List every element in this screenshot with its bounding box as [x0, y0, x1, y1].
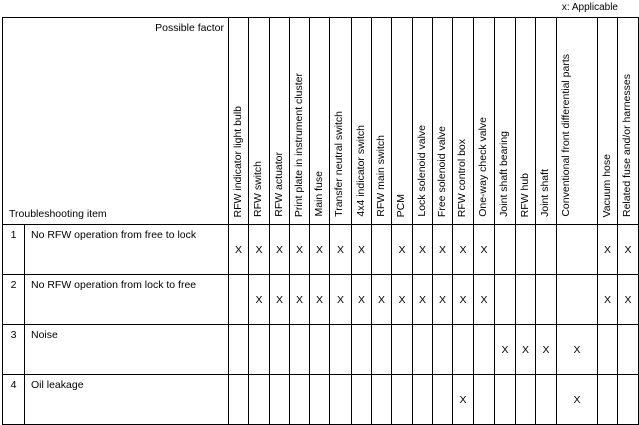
applicable-mark: X — [310, 225, 330, 275]
applicable-mark: X — [453, 225, 474, 275]
table-row — [3, 225, 639, 275]
factor-label: Main fuse — [313, 171, 325, 217]
applicable-mark — [536, 275, 557, 325]
applicable-mark — [290, 325, 310, 375]
applicable-mark: X — [310, 275, 330, 325]
applicable-mark — [557, 275, 598, 325]
applicable-mark: X — [433, 225, 453, 275]
factor-header — [598, 18, 618, 225]
applicable-mark — [392, 375, 413, 425]
factor-label: Vacuum hose — [601, 153, 613, 217]
applicable-mark — [310, 375, 330, 425]
factor-header — [392, 18, 413, 225]
applicable-mark — [598, 325, 618, 375]
applicable-mark: X — [618, 275, 639, 325]
applicable-mark — [618, 325, 639, 375]
factor-header — [330, 18, 352, 225]
row-number: 3 — [3, 325, 25, 375]
applicable-mark — [536, 375, 557, 425]
factor-header — [290, 18, 310, 225]
applicable-mark — [270, 325, 290, 375]
applicable-mark: X — [270, 225, 290, 275]
applicable-mark: X — [413, 275, 433, 325]
applicable-mark — [413, 325, 433, 375]
factor-label: Lock solenoid valve — [416, 125, 428, 217]
applicable-legend: x: Applicable — [561, 2, 618, 13]
table-row — [3, 325, 639, 375]
factor-label: 4x4 indicator switch — [355, 125, 367, 217]
row-number: 2 — [3, 275, 25, 325]
applicable-mark: X — [453, 275, 474, 325]
applicable-mark: X — [352, 225, 372, 275]
factor-label: Conventional front differential parts — [560, 54, 572, 217]
applicable-mark: X — [516, 325, 536, 375]
applicable-mark: X — [433, 275, 453, 325]
possible-factor-label: Possible factor — [155, 22, 224, 34]
applicable-mark — [330, 325, 352, 375]
applicable-mark — [495, 375, 516, 425]
factor-header — [536, 18, 557, 225]
applicable-mark: X — [352, 275, 372, 325]
troubleshooting-item-label: Troubleshooting item — [9, 208, 107, 220]
applicable-mark: X — [598, 275, 618, 325]
applicable-mark — [516, 225, 536, 275]
applicable-mark: X — [413, 225, 433, 275]
corner-cell — [3, 18, 229, 225]
applicable-mark — [249, 375, 270, 425]
factor-header — [453, 18, 474, 225]
factor-header — [270, 18, 290, 225]
applicable-mark: X — [392, 275, 413, 325]
applicable-mark: X — [536, 325, 557, 375]
applicable-mark — [536, 225, 557, 275]
applicable-mark — [433, 325, 453, 375]
troubleshooting-item: Noise — [25, 325, 229, 375]
applicable-mark: X — [249, 225, 270, 275]
factor-label: RFW main switch — [375, 135, 387, 217]
factor-header — [557, 18, 598, 225]
applicable-mark — [372, 375, 392, 425]
applicable-mark: X — [330, 275, 352, 325]
applicable-mark — [495, 225, 516, 275]
applicable-mark — [352, 375, 372, 425]
factor-label: Joint shaft — [539, 169, 551, 217]
applicable-mark — [433, 375, 453, 425]
applicable-mark — [474, 375, 495, 425]
factor-label: Transfer neutral switch — [333, 111, 345, 217]
factor-header — [372, 18, 392, 225]
factor-label: Free solenoid valve — [436, 125, 448, 217]
factor-header — [310, 18, 330, 225]
troubleshooting-item: No RFW operation from free to lock — [25, 225, 229, 275]
applicable-mark — [352, 325, 372, 375]
applicable-mark: X — [372, 275, 392, 325]
factor-label: Print plate in instrument cluster — [293, 72, 305, 217]
applicable-mark: X — [557, 325, 598, 375]
applicable-mark — [598, 375, 618, 425]
applicable-mark — [392, 325, 413, 375]
applicable-mark — [453, 325, 474, 375]
factor-label: One-way check valve — [477, 117, 489, 217]
applicable-mark: X — [229, 225, 249, 275]
applicable-mark — [474, 325, 495, 375]
troubleshooting-item: Oil leakage — [25, 375, 229, 425]
applicable-mark: X — [290, 275, 310, 325]
applicable-mark — [310, 325, 330, 375]
factor-header — [516, 18, 536, 225]
applicable-mark — [495, 275, 516, 325]
applicable-mark — [413, 375, 433, 425]
table-row — [3, 375, 639, 425]
applicable-mark — [372, 325, 392, 375]
factor-label: RFW indicator light bulb — [232, 105, 244, 217]
applicable-mark: X — [330, 225, 352, 275]
applicable-mark — [557, 225, 598, 275]
applicable-mark — [330, 375, 352, 425]
applicable-mark — [229, 275, 249, 325]
applicable-mark — [290, 375, 310, 425]
row-number: 1 — [3, 225, 25, 275]
header-row — [3, 18, 639, 225]
factor-label: RFW actuator — [273, 152, 285, 217]
factor-header — [495, 18, 516, 225]
factor-header — [229, 18, 249, 225]
factor-header — [249, 18, 270, 225]
row-number: 4 — [3, 375, 25, 425]
applicable-mark: X — [474, 275, 495, 325]
applicable-mark: X — [598, 225, 618, 275]
factor-label: RFW switch — [252, 161, 264, 217]
applicable-mark — [229, 325, 249, 375]
factor-header — [433, 18, 453, 225]
factor-header — [352, 18, 372, 225]
applicable-mark — [618, 375, 639, 425]
factor-header — [618, 18, 639, 225]
factor-header — [413, 18, 433, 225]
factor-label: Related fuse and/or harnesses — [621, 73, 633, 217]
applicable-mark — [249, 325, 270, 375]
applicable-mark: X — [474, 225, 495, 275]
factor-label: PCM — [395, 193, 407, 217]
applicable-mark — [372, 225, 392, 275]
factor-header — [474, 18, 495, 225]
applicable-mark — [516, 275, 536, 325]
applicable-mark: X — [495, 325, 516, 375]
applicable-mark — [270, 375, 290, 425]
table-row — [3, 275, 639, 325]
applicable-mark: X — [249, 275, 270, 325]
applicable-mark: X — [392, 225, 413, 275]
applicable-mark — [229, 375, 249, 425]
troubleshooting-matrix — [2, 17, 639, 425]
factor-label: RFW control box — [456, 138, 468, 217]
applicable-mark — [516, 375, 536, 425]
applicable-mark: X — [453, 375, 474, 425]
factor-label: RFW hub — [519, 172, 531, 217]
applicable-mark: X — [557, 375, 598, 425]
applicable-mark: X — [618, 225, 639, 275]
applicable-mark: X — [290, 225, 310, 275]
applicable-mark: X — [270, 275, 290, 325]
troubleshooting-item: No RFW operation from lock to free — [25, 275, 229, 325]
factor-label: Joint shaft bearing — [498, 131, 510, 217]
